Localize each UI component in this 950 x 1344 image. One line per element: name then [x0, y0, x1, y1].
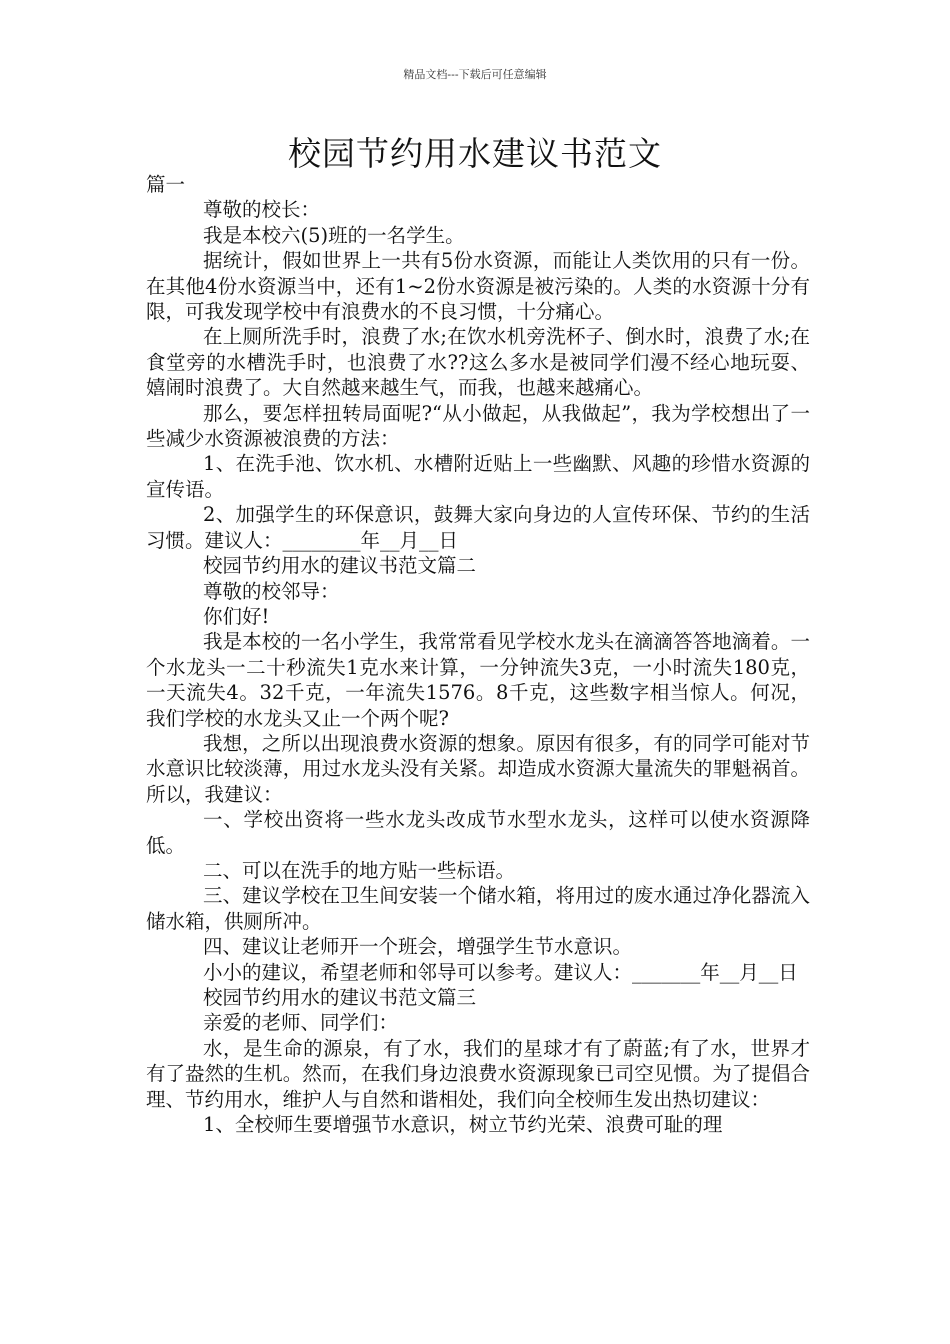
paragraph: 三、建议学校在卫生间安装一个储水箱，将用过的废水通过净化器流入储水箱，供厕所冲。	[146, 884, 810, 933]
paragraph: 尊敬的校长：	[203, 198, 321, 222]
paragraph: 亲爱的老师、同学们：	[203, 1011, 399, 1035]
paragraph: 篇一	[146, 173, 186, 196]
paragraph: 小小的建议，希望老师和邻导可以参考。建议人：_______年__月__日	[203, 960, 798, 984]
paragraph: 二、可以在洗手的地方贴一些标语。	[203, 858, 516, 882]
header-note: 精品文档---下载后可任意编辑	[403, 68, 547, 81]
paragraph: 那么，要怎样扭转局面呢?“从小做起，从我做起”，我为学校想出了一些减少水资源被浪费的方法：	[146, 401, 810, 451]
paragraph: 你们好!	[203, 604, 270, 628]
paragraph: 校园节约用水的建议书范文篇三	[203, 986, 477, 1009]
paragraph: 据统计，假如世界上一共有5份水资源，而能让人类饮用的只有一份。在其他4份水资源当中，还有1~2份水资源是被污染的。人类的水资源十分有限，可我发现学校中有浪费水的不良习惯，十分痛心。	[146, 249, 810, 324]
paragraph: 我想，之所以出现浪费水资源的想象。原因有很多，有的同学可能对节水意识比较淡薄，用过水龙头没有关紧。却造成水资源大量流失的罪魁祸首。所以，我建议：	[146, 731, 810, 806]
paragraph: 我是本校的一名小学生，我常常看见学校水龙头在滴滴答答地滴着。一个水龙头一二十秒流失1克水来计算，一分钟流失3克，一小时流失180克，一天流失4。32千克，一年流失1576。8千克，这些数字相当惊人。何况，我们学校的水龙头又止一个两个呢?	[146, 630, 810, 730]
paragraph: 2、加强学生的环保意识，鼓舞大家向身边的人宣传环保、节约的生活习惯。建议人：________年__月__日	[146, 503, 810, 552]
paragraph: 1、全校师生要增强节水意识，树立节约光荣、浪费可耻的理	[203, 1113, 723, 1137]
paragraph: 1、在洗手池、饮水机、水槽附近贴上一些幽默、风趣的珍惜水资源的宣传语。	[146, 452, 810, 501]
paragraph: 四、建议让老师开一个班会，增强学生节水意识。	[203, 935, 633, 959]
document-body	[146, 172, 810, 1137]
document-title: 校园节约用水建议书范文	[288, 134, 662, 173]
paragraph: 尊敬的校邻导：	[203, 579, 340, 603]
paragraph: 一、学校出资将一些水龙头改成节水型水龙头，这样可以使水资源降低。	[146, 808, 810, 857]
paragraph: 在上厕所洗手时，浪费了水;在饮水机旁洗杯子、倒水时，浪费了水;在食堂旁的水槽洗手时，也浪费了水??这么多水是被同学们漫不经心地玩耍、嬉闹时浪费了。大自然越来越生气，而我，也越来越痛心。	[146, 325, 810, 400]
paragraph: 我是本校六(5)班的一名学生。	[203, 223, 465, 247]
paragraph: 校园节约用水的建议书范文篇二	[203, 554, 477, 578]
paragraph: 水，是生命的源泉，有了水，我们的星球才有了蔚蓝;有了水，世界才有了盎然的生机。然而，在我们身边浪费水资源现象已司空见惯。为了提倡合理、节约用水，维护人与自然和谐相处，我们向全校师生发出热切建议：	[146, 1036, 810, 1111]
